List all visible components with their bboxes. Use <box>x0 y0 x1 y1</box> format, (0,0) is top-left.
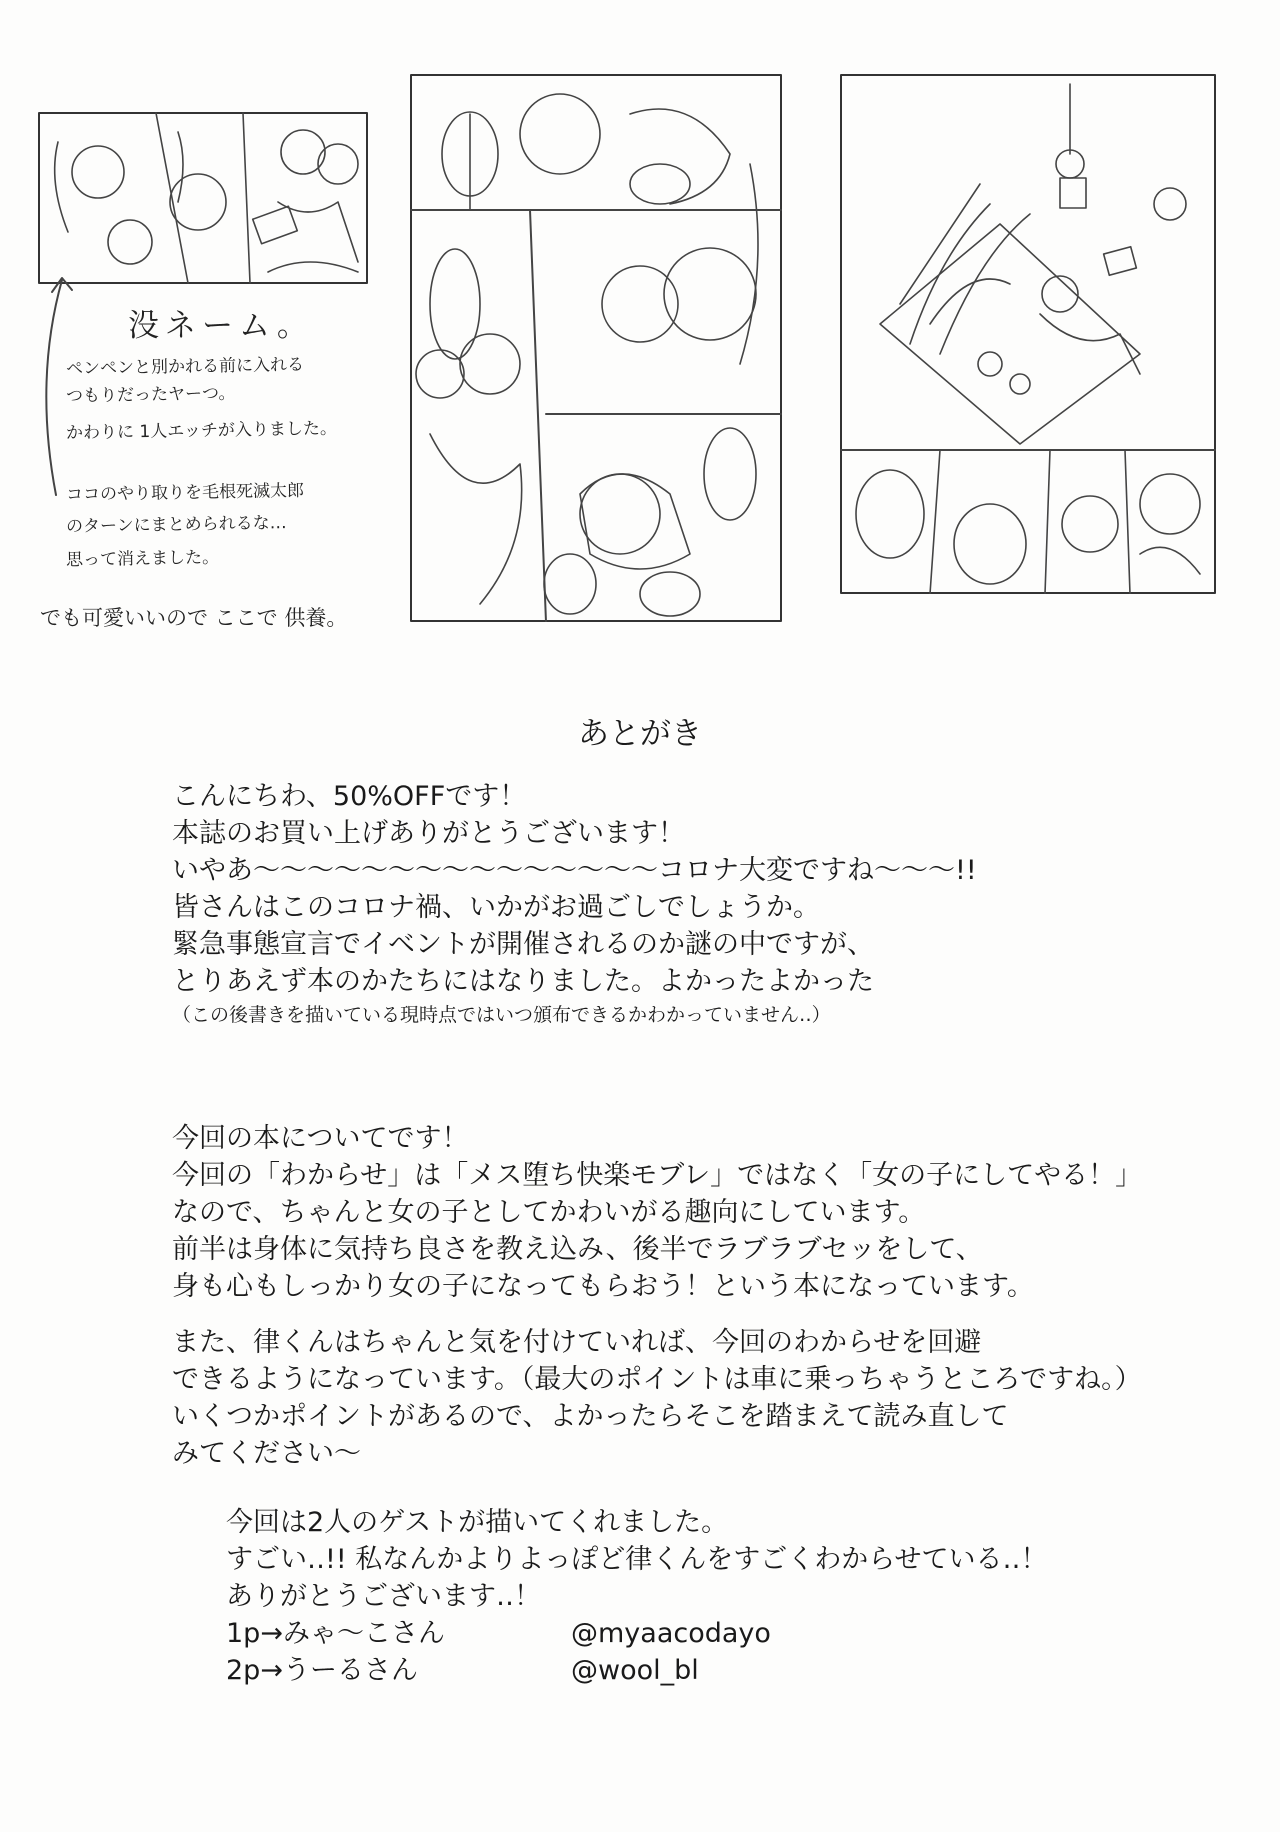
sketch-footer: でも可愛いいので ここで 供養。 <box>40 606 348 630</box>
left-sketch-panel <box>38 112 368 284</box>
sketch-note-line: かわりに 1人エッチが入りました。 <box>65 418 338 444</box>
text-line: 今回は2人のゲストが描いてくれました。 <box>226 1507 729 1538</box>
sketch-note-line: ココのやり取りを毛根死滅太郎 <box>65 480 305 506</box>
credit-handle: @wool_bl <box>571 1655 699 1686</box>
middle-sketch-page <box>410 74 782 622</box>
text-line: こんにちわ、50%OFFです！ <box>172 781 527 812</box>
sketch-note-line: のターンにまとめられるな… <box>65 513 287 537</box>
text-line: できるようになっています。（最大のポイントは車に乗っちゃうところですね。） <box>172 1364 1142 1395</box>
credit-row <box>226 1652 1126 1689</box>
text-note: （この後書きを描いている現時点ではいつ頒布できるかわかっていません‥） <box>172 1004 831 1026</box>
rough-sketch-section <box>0 0 1280 640</box>
credit-page: 2p→うーるさん <box>226 1655 418 1686</box>
text-line: みてください〜 <box>172 1438 361 1469</box>
sketch-note-line: つもりだったヤーつ。 <box>65 383 236 407</box>
afterword-title: あとがき <box>578 716 702 752</box>
text-line: 本誌のお買い上げありがとうございます！ <box>172 818 685 849</box>
sketch-note-line: 思って消えました。 <box>65 547 220 571</box>
text-line: 皆さんはこのコロナ禍、いかがお過ごしでしょうか。 <box>172 892 820 923</box>
text-line: 今回の「わからせ」は「メス堕ち快楽モブレ」ではなく「女の子にしてやる！」 <box>172 1160 1143 1191</box>
text-line: 身も心もしっかり女の子になってもらおう！という本になっています。 <box>172 1271 1034 1302</box>
guest-credits <box>226 1615 1126 1689</box>
text-line: とりあえず本のかたちにはなりました。よかったよかった <box>172 966 874 997</box>
right-sketch-page <box>840 74 1216 594</box>
text-line: 緊急事態宣言でイベントが開催されるのか謎の中ですが、 <box>172 929 874 960</box>
text-line: 前半は身体に気持ち良さを教え込み、後半でラブラブセッをして、 <box>172 1234 983 1265</box>
credit-page: 1p→みゃ〜こさん <box>226 1618 445 1649</box>
text-line: また、律くんはちゃんと気を付けていれば、今回のわからせを回避 <box>172 1327 982 1358</box>
credit-handle: @myaacodayo <box>571 1618 771 1649</box>
text-line: ありがとうございます‥！ <box>226 1581 542 1612</box>
text-line: いやあ〜〜〜〜〜〜〜〜〜〜〜〜〜〜〜コロナ大変ですね〜〜〜!! <box>172 855 977 886</box>
text-line: いくつかポイントがあるので、よかったらそこを踏まえて読み直して <box>172 1401 1009 1432</box>
afterword-paragraph-2 <box>172 1120 1142 1305</box>
afterword-paragraph-4 <box>226 1504 1047 1615</box>
sketch-title: 没ネーム。 <box>128 308 314 344</box>
afterword-paragraph-3 <box>172 1324 1142 1472</box>
afterword-paragraph-1 <box>172 778 977 1030</box>
credit-row <box>226 1615 1126 1652</box>
text-line: 今回の本についてです！ <box>172 1123 469 1154</box>
text-line: なので、ちゃんと女の子としてかわいがる趣向にしています。 <box>172 1197 926 1228</box>
sketch-note-line: ペンペンと別かれる前に入れる <box>65 354 305 380</box>
text-line: すごい‥!! 私なんかよりよっぽど律くんをすごくわからせている‥！ <box>226 1544 1048 1575</box>
